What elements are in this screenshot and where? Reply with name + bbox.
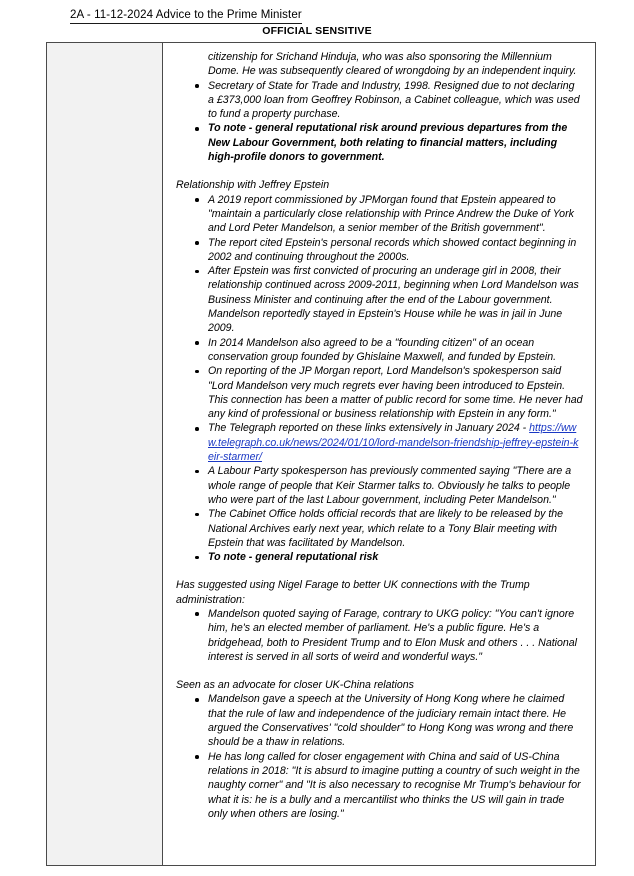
page-header [0, 0, 634, 40]
list-item: In 2014 Mandelson also agreed to be a "founding citizen" of an ocean conservation group founded by Ghislaine Maxwell, and funded by Epstein. [176, 336, 583, 365]
section-spacer [176, 664, 583, 678]
list-item: A 2019 report commissioned by JPMorgan found that Epstein appeared to "maintain a particularly close relationship with Prince Andrew the Duke of York and Lord Peter Mandelson, a senior member of the British government". [176, 193, 583, 236]
table-right-column [163, 43, 595, 865]
section-spacer [176, 564, 583, 578]
list-item-text: The Telegraph reported on these links extensively in January 2024 - [208, 422, 530, 435]
list-item: Secretary of State for Trade and Industry, 1998. Resigned due to not declaring a £373,000 loan from Geoffrey Robinson, a Cabinet colleague, which was used to fund a property purchase. [176, 79, 583, 122]
list-item: The Cabinet Office holds official records that are likely to be released by the National Archives early next year, which relate to a Tony Blair meeting with Epstein that was facilitated by Mandelson. [176, 507, 583, 550]
china-bullet-list [176, 692, 583, 821]
list-item-note: To note - general reputational risk [176, 550, 583, 564]
body-content [176, 50, 583, 821]
list-item: The report cited Epstein's personal records which showed contact beginning in 2002 and continuing throughout the 2000s. [176, 236, 583, 265]
table-left-column [47, 43, 163, 865]
list-item: Mandelson quoted saying of Farage, contrary to UKG policy: "You can't ignore him, he's an elected member of parliament. He's a public figure. He's a bridgehead, both to President Trump and to Elon Musk and others . . . National interest is served in all sorts of weird and wonderful ways." [176, 607, 583, 664]
list-item: A Labour Party spokesperson has previously commented saying "There are a whole range of people that Keir Starmer talks to. Obviously he talks to people who were part of the last Labour government, including Peter Mandelson." [176, 464, 583, 507]
list-item: On reporting of the JP Morgan report, Lord Mandelson's spokesperson said "Lord Mandelson very much regrets ever having been introduced to Epstein. This connection has been a matter of public record for some time. He never had any kind of professional or business relationship with Epstein in any form." [176, 364, 583, 421]
section-heading-china: Seen as an advocate for closer UK-China relations [176, 679, 414, 692]
farage-bullet-list [176, 607, 583, 664]
top-bullet-list [176, 79, 583, 165]
list-item-with-link [176, 421, 583, 464]
telegraph-article-link[interactable]: https://www.telegraph.co.uk/news/2024/01/10/lord-mandelson-friendship-jeffrey-epstein-keir-starmer/ [208, 422, 579, 464]
section-heading-farage: Has suggested using Nigel Farage to better UK connections with the Trump administration: [176, 579, 530, 606]
section-heading-epstein: Relationship with Jeffrey Epstein [176, 179, 330, 192]
content-table [46, 42, 596, 866]
list-item: Mandelson gave a speech at the University of Hong Kong where he claimed that the rule of law and independence of the judiciary remain intact there. He argued the Conservatives' "cold shoulder" to Hong Kong was wrong and there should be a thaw in relations. [176, 692, 583, 749]
classification-marking: OFFICIAL SENSITIVE [262, 25, 372, 37]
continuation-paragraph: citizenship for Srichand Hinduja, who was also sponsoring the Millennium Dome. He was subsequently cleared of wrongdoing by an independent inquiry. [208, 51, 577, 78]
list-item-note: To note - general reputational risk around previous departures from the New Labour Government, both relating to financial matters, including high-profile donors to government. [176, 121, 583, 164]
epstein-bullet-list [176, 193, 583, 565]
section-spacer [176, 164, 583, 178]
list-item: After Epstein was first convicted of procuring an underage girl in 2008, their relationship continued across 2009-2011, beginning when Lord Mandelson was Business Minister and continuing after the end of the Labour government. Mandelson reportedly stayed in Epstein's House while he was in jail in June 2009. [176, 264, 583, 335]
list-item: He has long called for closer engagement with China and said of US-China relations in 2018: "It is absurd to imagine putting a country of such weight in the naughty corner" and "It is also necessary to recognise Mr Trump's behaviour for what it is: he is a bully and a mercantilist who thinks the US will gain in trade only when others are losing." [176, 750, 583, 821]
document-title: 2A - 11-12-2024 Advice to the Prime Minister [70, 9, 302, 24]
